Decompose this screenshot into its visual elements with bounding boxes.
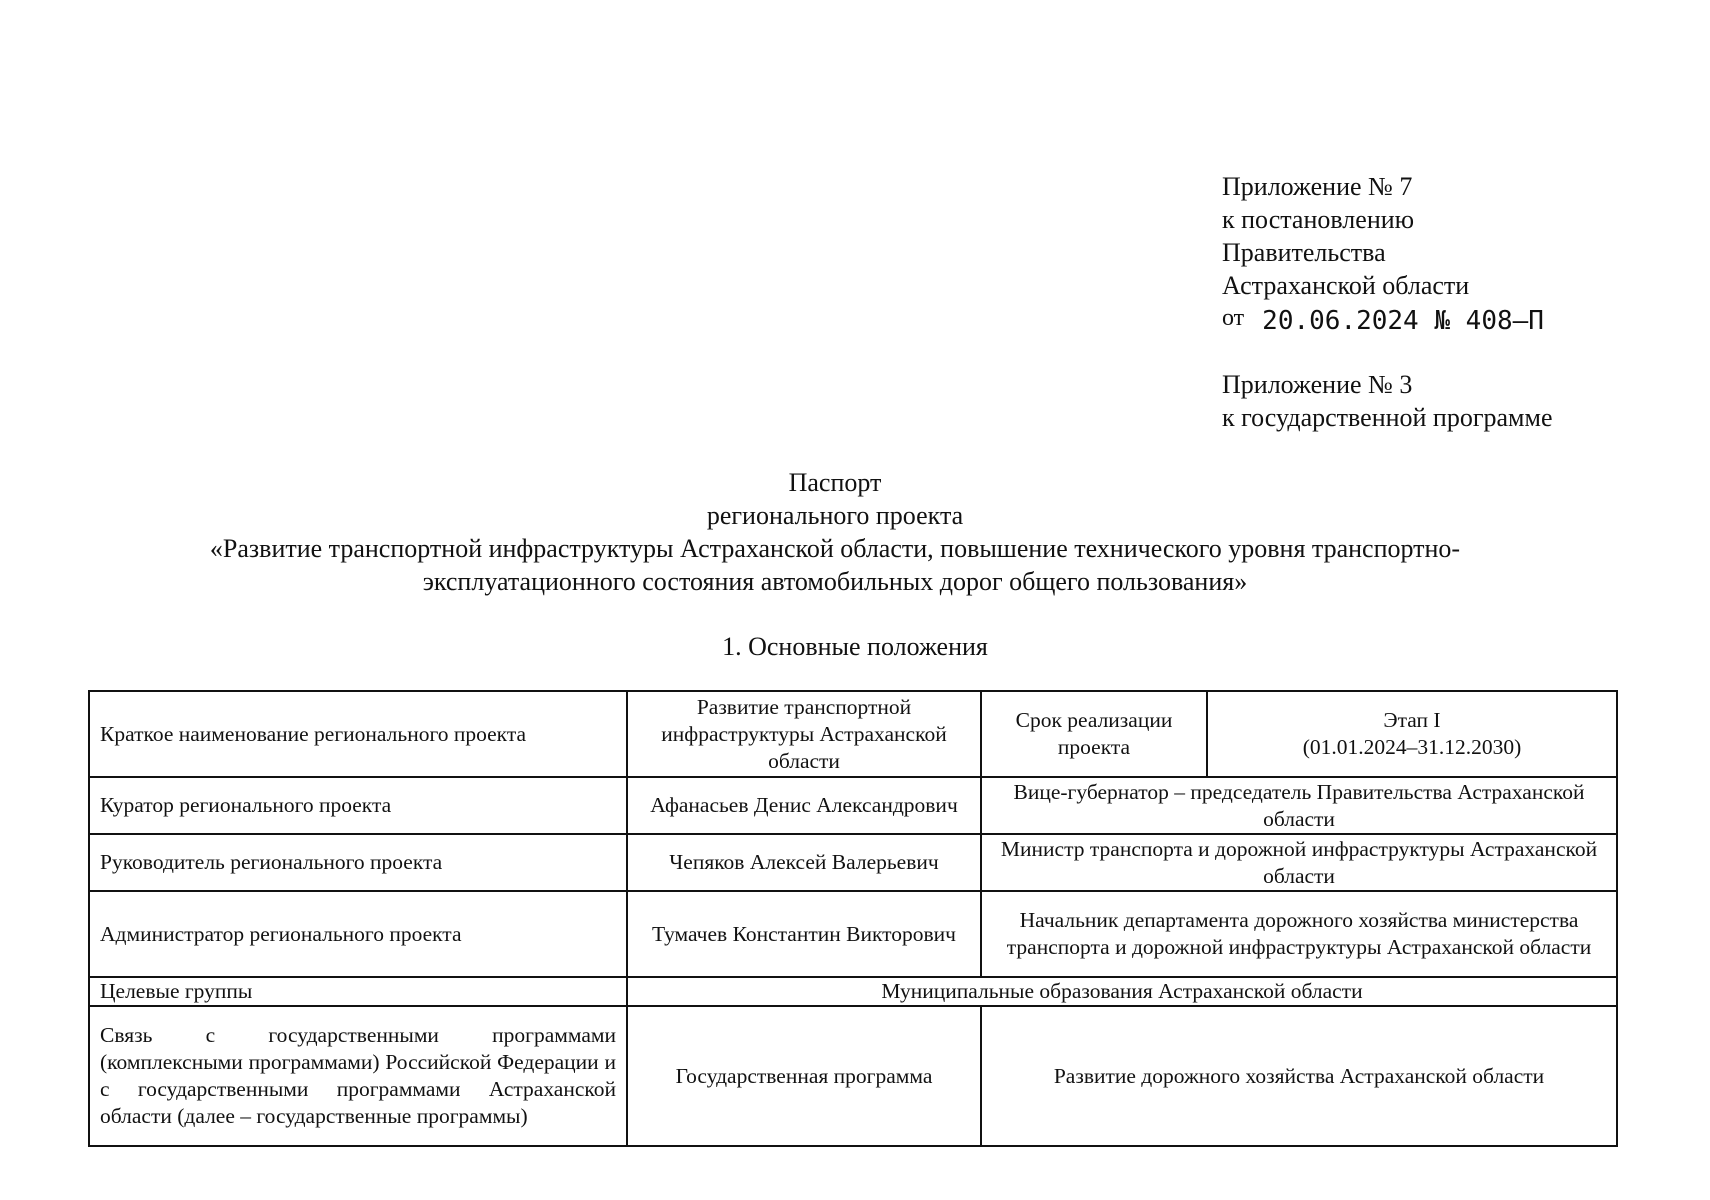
title-regional-project: регионального проекта — [706, 501, 964, 530]
appendix-7-government: Правительства — [1222, 238, 1386, 267]
table-row — [89, 1006, 1617, 1146]
head-name: Чепяков Алексей Валерьевич — [627, 834, 981, 891]
appendix-7-region: Астраханской области — [1222, 271, 1470, 300]
appendix-3-to-program: к государственной программе — [1222, 403, 1553, 432]
target-groups-value: Муниципальные образования Астраханской области — [627, 977, 1617, 1006]
admin-position: Начальник департамента дорожного хозяйства министерства транспорта и дорожной инфраструктуры Астраханской области — [981, 891, 1617, 977]
program-name: Развитие дорожного хозяйства Астраханской области — [981, 1006, 1617, 1146]
table-row — [89, 691, 1617, 777]
appendix-7-to-resolution: к постановлению — [1222, 205, 1415, 234]
head-label: Руководитель регионального проекта — [89, 834, 627, 891]
appendix-7-block — [1222, 170, 1682, 338]
term-value — [1207, 691, 1617, 777]
term-period: (01.01.2024–31.12.2030) — [1302, 735, 1522, 759]
main-provisions-table — [88, 690, 1618, 1147]
head-position: Министр транспорта и дорожной инфраструктуры Астраханской области — [981, 834, 1617, 891]
section-heading: 1. Основные положения — [722, 632, 988, 661]
short-name-value: Развитие транспортной инфраструктуры Астраханской области — [627, 691, 981, 777]
appendix-7-order-line — [1222, 302, 1682, 338]
curator-position: Вице-губернатор – председатель Правительства Астраханской области — [981, 777, 1617, 834]
term-stage: Этап I — [1383, 708, 1441, 732]
title-project-name-line2: эксплуатационного состояния автомобильных дорог общего пользования» — [422, 567, 1248, 596]
target-groups-label: Целевые группы — [89, 977, 627, 1006]
table-row — [89, 977, 1617, 1006]
title-project-name-line1: «Развитие транспортной инфраструктуры Астраханской области, повышение технического уровня транспортно- — [209, 534, 1461, 563]
document-title — [60, 466, 1610, 598]
term-label: Срок реализации проекта — [981, 691, 1207, 777]
table-row — [89, 891, 1617, 977]
admin-label: Администратор регионального проекта — [89, 891, 627, 977]
program-link-label: Связь с государственными программами (комплексными программами) Российской Федерации и с государственными программами Астраханской области (далее – государственные программы) — [89, 1006, 627, 1146]
program-type: Государственная программа — [627, 1006, 981, 1146]
appendix-3-block — [1222, 368, 1682, 434]
order-prefix: от — [1222, 305, 1245, 331]
appendix-3-title: Приложение № 3 — [1222, 370, 1413, 399]
curator-name: Афанасьев Денис Александрович — [627, 777, 981, 834]
table-row — [89, 777, 1617, 834]
curator-label: Куратор регионального проекта — [89, 777, 627, 834]
short-name-label: Краткое наименование регионального проекта — [89, 691, 627, 777]
appendix-7-title: Приложение № 7 — [1222, 172, 1413, 201]
table-row — [89, 834, 1617, 891]
admin-name: Тумачев Константин Викторович — [627, 891, 981, 977]
order-date-number-stamp: 20.06.2024 № 408–П — [1262, 306, 1544, 336]
title-passport: Паспорт — [788, 468, 882, 497]
